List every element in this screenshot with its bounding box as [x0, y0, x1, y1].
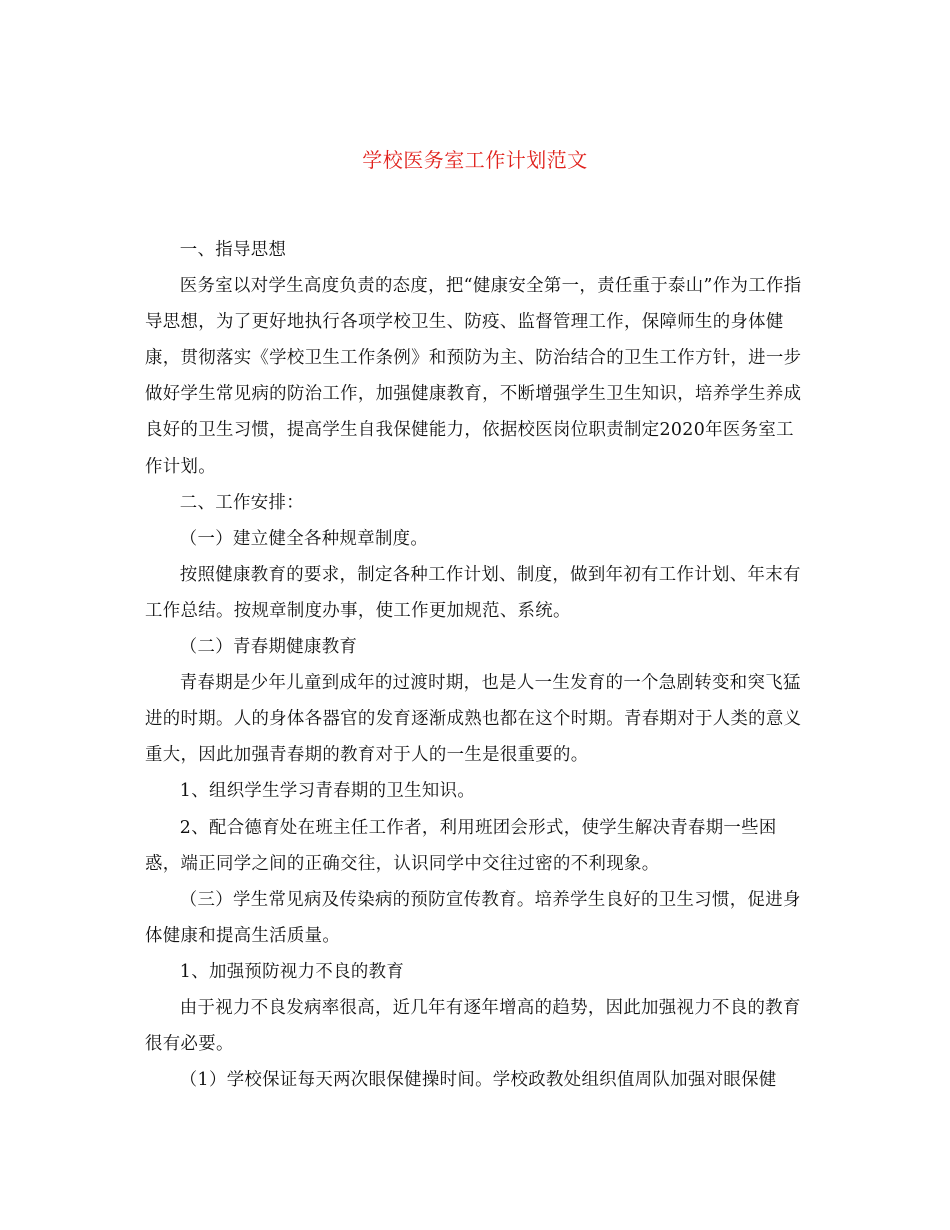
list-item-puberty-1: 1、组织学生学习青春期的卫生知识。 [179, 781, 476, 802]
subheading-puberty: （二）青春期健康教育 [179, 637, 358, 658]
subheading-rules: （一）建立健全各种规章制度。 [179, 528, 429, 549]
paragraph-eye-exercise: （1）学校保证每天两次眼保健操时间。学校政教处组织值周队加强对眼保健 [179, 1070, 777, 1091]
list-item-vision-1: 1、加强预防视力不良的教育 [179, 961, 405, 982]
heading-guiding-ideology: 一、指导思想 [179, 240, 287, 260]
subheading-disease-prevention: （三）学生常见病及传染病的预防宣传教育。培养学生良好的卫生习惯，促进身体健康和提高生活质量。 [145, 889, 801, 946]
paragraph-guiding-ideology: 医务室以对学生高度负责的态度，把“健康安全第一，责任重于泰山”作为工作指导思想，为了更好地执行各项学校卫生、防疫、监督管理工作，保障师生的身体健康，贯彻落实《学校卫生工作条例》和预防为主、防治结合的卫生工作方针，进一步做好学生常见病的防治工作，加强健康教育，不断增强学生卫生知识，培养学生养成良好的卫生习惯，提高学生自我保健能力，依据校医岗位职责制定2020年医务室工作计划。 [145, 276, 802, 477]
paragraph-vision: 由于视力不良发病率很高，近几年有逐年增高的趋势，因此加强视力不良的教育很有必要。 [145, 997, 801, 1055]
list-item-puberty-2: 2、配合德育处在班主任工作者，利用班团会形式，使学生解决青春期一些困惑，端正同学之间的正确交往，认识同学中交往过密的不利现象。 [145, 817, 777, 874]
document-body [145, 232, 805, 1098]
document-title: 学校医务室工作计划范文 [362, 148, 588, 172]
heading-work-arrangement: 二、工作安排： [179, 492, 304, 513]
paragraph-puberty: 青春期是少年儿童到成年的过渡时期，也是人一生发育的一个急剧转变和突飞猛进的时期。人的身体各器官的发育逐渐成熟也都在这个时期。青春期对于人类的意义重大，因此加强青春期的教育对于人的一生是很重要的。 [145, 673, 802, 766]
paragraph-rules: 按照健康教育的要求，制定各种工作计划、制度，做到年初有工作计划、年末有工作总结。按规章制度办事，使工作更加规范、系统。 [145, 564, 801, 621]
